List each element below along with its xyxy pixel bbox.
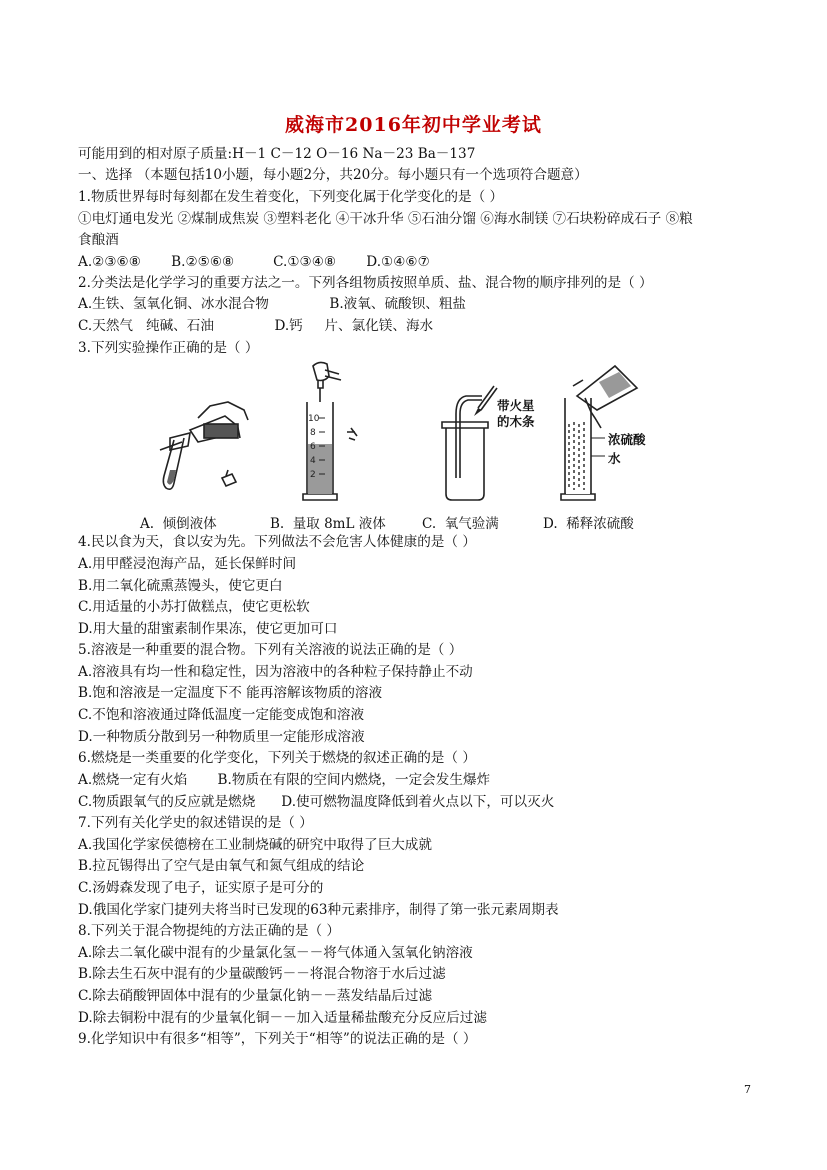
- acid-label: 浓硫酸: [608, 432, 646, 447]
- q4-option-d: D.用大量的甜蜜素制作果冻，使它更加可口: [78, 621, 338, 637]
- q6-options-cd: C.物质跟氧气的反应就是燃烧 D.使可燃物温度降低到着火点以下，可以灭火: [78, 794, 555, 810]
- water-label: 水: [608, 451, 621, 466]
- caption-a: A. 倾倒液体: [140, 516, 217, 532]
- tick-label: 4: [310, 456, 316, 466]
- q2-options-cd: C.天然气 纯碱、石油 D.钙 片、氯化镁、海水: [78, 318, 434, 334]
- oxygen-test-illustration: [430, 358, 550, 508]
- q4-stem: 4.民以食为天，食以安为先。下列做法不会危害人体健康的是（ ）: [78, 534, 476, 550]
- q5-option-b: B.饱和溶液是一定温度下不 能再溶解该物质的溶液: [78, 685, 383, 701]
- q4-option-c: C.用适量的小苏打做糕点，使它更松软: [78, 599, 310, 615]
- tick-label: 10: [308, 414, 320, 424]
- q6-stem: 6.燃烧是一类重要的化学变化，下列关于燃烧的叙述正确的是（ ）: [78, 750, 476, 766]
- q5-option-c: C.不饱和溶液通过降低温度一定能变成饱和溶液: [78, 707, 365, 723]
- q8-option-d: D.除去铜粉中混有的少量氧化铜－－加入适量稀盐酸充分反应后过滤: [78, 1010, 487, 1026]
- q2-stem: 2.分类法是化学学习的重要方法之一。下列各组物质按照单质、盐、混合物的顺序排列的是（ ）: [78, 275, 653, 291]
- q9-stem: 9.化学知识中有很多“相等”，下列关于“相等”的说法正确的是（ ）: [78, 1031, 477, 1047]
- q1-items-cont: 食酿酒: [78, 232, 119, 248]
- q8-option-b: B.除去生石灰中混有的少量碳酸钙－－将混合物溶于水后过滤: [78, 966, 446, 982]
- q7-stem: 7.下列有关化学史的叙述错误的是（ ）: [78, 815, 313, 831]
- q8-option-a: A.除去二氧化碳中混有的少量氯化氢－－将气体通入氢氧化钠溶液: [78, 945, 473, 961]
- q7-option-a: A.我国化学家侯德榜在工业制烧碱的研究中取得了巨大成就: [78, 837, 432, 853]
- q4-option-b: B.用二氧化硫熏蒸馒头，使它更白: [78, 578, 283, 594]
- q1-options: A.②③⑥⑧ B.②⑤⑥⑧ C.①③④⑧ D.①④⑥⑦: [78, 254, 430, 270]
- section-heading: 一、选择 （本题包括10小题，每小题2分，共20分。每小题只有一个选项符合题意）: [78, 167, 588, 183]
- q3-figure: [140, 358, 700, 538]
- q5-option-d: D.一种物质分散到另一种物质里一定能形成溶液: [78, 729, 365, 745]
- q7-option-c: C.汤姆森发现了电子，证实原子是可分的: [78, 880, 324, 896]
- tick-label: 6: [310, 442, 316, 452]
- splint-label-line2: 的木条: [497, 414, 535, 429]
- q6-options-ab: A.燃烧一定有火焰 B.物质在有限的空间内燃烧，一定会发生爆炸: [78, 772, 491, 788]
- tick-label: 2: [310, 470, 316, 480]
- q5-option-a: A.溶液具有均一性和稳定性，因为溶液中的各种粒子保持静止不动: [78, 664, 473, 680]
- q4-option-a: A.用甲醛浸泡海产品，延长保鲜时间: [78, 556, 297, 572]
- caption-c: C. 氧气验满: [422, 516, 499, 532]
- q8-stem: 8.下列关于混合物提纯的方法正确的是（ ）: [78, 923, 340, 939]
- atomic-masses-note: 可能用到的相对原子质量:H－1 C－12 O－16 Na－23 Ba－137: [78, 146, 476, 162]
- q2-options-ab: A.生铁、氢氧化铜、冰水混合物 B.液氧、硫酸钡、粗盐: [78, 296, 467, 312]
- q3-stem: 3.下列实验操作正确的是（ ）: [78, 340, 259, 356]
- caption-d: D. 稀释浓硫酸: [543, 516, 634, 532]
- page-title: 威海市2016年初中学业考试: [285, 114, 542, 136]
- q1-items: ①电灯通电发光 ②煤制成焦炭 ③塑料老化 ④干冰升华 ⑤石油分馏 ⑥海水制镁 ⑦石块粉碎成石子 ⑧粮: [78, 211, 693, 227]
- caption-b: B. 量取 8mL 液体: [270, 516, 386, 532]
- q1-stem: 1.物质世界每时每刻都在发生着变化，下列变化属于化学变化的是（ ）: [78, 189, 504, 205]
- pouring-liquid-illustration: [140, 358, 260, 508]
- q8-option-c: C.除去硝酸钾固体中混有的少量氯化钠－－蒸发结晶后过滤: [78, 988, 433, 1004]
- page-number: 7: [744, 1083, 751, 1096]
- q5-stem: 5.溶液是一种重要的混合物。下列有关溶液的说法正确的是（ ）: [78, 642, 463, 658]
- graduated-cylinder-illustration: [285, 358, 395, 508]
- q7-option-d: D.俄国化学家门捷列夫将当时已发现的63种元素排序，制得了第一张元素周期表: [78, 902, 559, 918]
- tick-label: 8: [310, 428, 316, 438]
- splint-label-line1: 带火星: [497, 398, 535, 413]
- q7-option-b: B.拉瓦锡得出了空气是由氧气和氮气组成的结论: [78, 858, 365, 874]
